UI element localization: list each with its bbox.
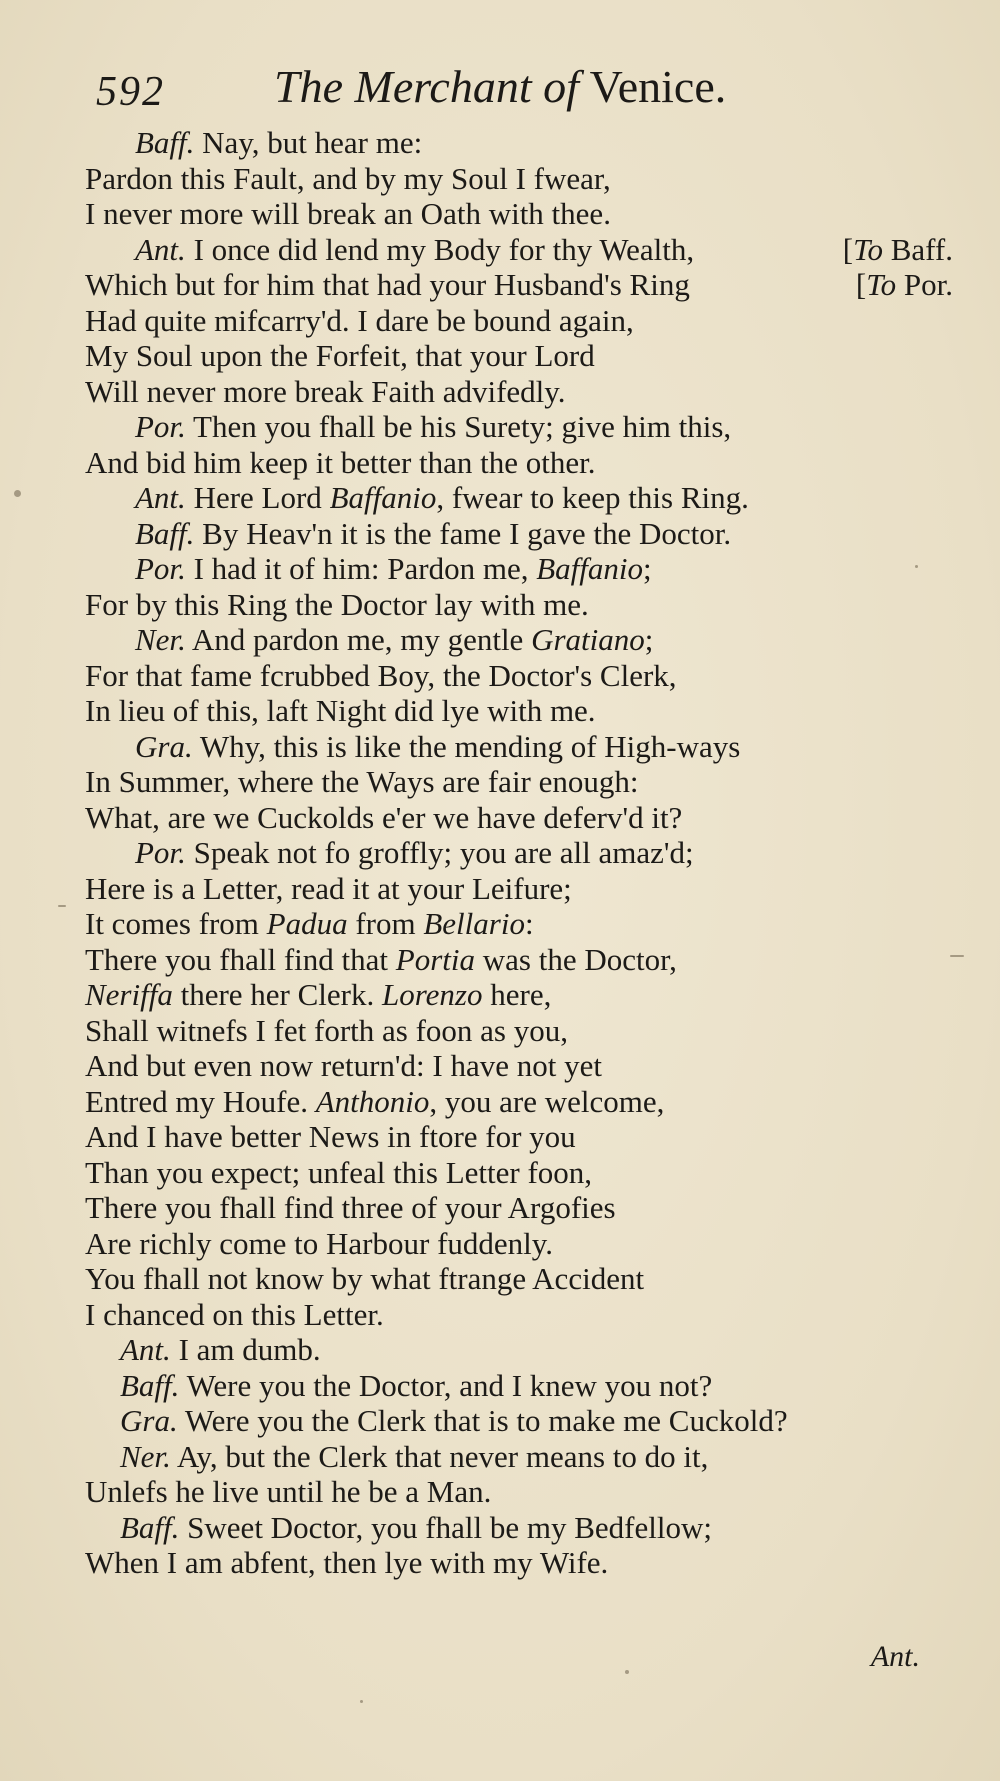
catchword: Ant.	[870, 1640, 920, 1673]
title-prefix: The Merchant	[274, 61, 532, 112]
line-text: Sweet Doctor, you fhall be my Bedfellow;	[179, 1509, 712, 1545]
title-suffix: Venice.	[589, 61, 727, 112]
text-line	[85, 374, 965, 410]
line-text: Than you expect; unfeal this Letter foon,	[85, 1154, 593, 1190]
stage-direction: [To Por.	[855, 267, 953, 302]
paper-speck	[360, 1700, 363, 1703]
speaker-name: Baff.	[120, 1509, 180, 1545]
page-header	[96, 60, 956, 120]
text-line	[85, 1013, 965, 1049]
speaker-name: Gra.	[120, 1403, 178, 1438]
line-text: I once did lend my Body for thy Wealth,	[185, 231, 695, 267]
text-line: Ant. Here Lord Baffanio, fwear to keep this Ring.	[135, 480, 749, 515]
line-text: Why, this is like the mending of High-ways	[192, 728, 741, 764]
paper-speck	[915, 565, 918, 568]
line-text: In Summer, where the Ways are fair enough:	[85, 764, 639, 799]
speaker-name: Baff.	[120, 1367, 180, 1403]
line-text: I never more will break an Oath with thee.	[85, 196, 611, 231]
text-line	[85, 1119, 965, 1155]
text-line	[85, 338, 965, 374]
line-text: My Soul upon the Forfeit, that your Lord	[85, 338, 595, 373]
text-line	[85, 835, 965, 871]
line-text: Which but for him that had your Husband's Ring	[85, 267, 690, 302]
stage-direction: [To Baff.	[842, 231, 953, 267]
line-text: Were you the Doctor, and I knew you not?	[179, 1367, 713, 1403]
paper-speck	[58, 905, 66, 907]
text-line	[85, 445, 965, 481]
text-line: There you fhall find that Portia was the Doctor,	[85, 941, 677, 977]
text-line	[85, 303, 965, 339]
line-text: Unlefs he live until he be a Man.	[85, 1474, 492, 1509]
line-text: And but even now return'd: I have not yet	[85, 1048, 602, 1083]
running-title	[274, 60, 726, 113]
text-line	[85, 764, 965, 800]
line-text: And I have better News in ftore for you	[85, 1119, 576, 1154]
character-name: Baffanio	[329, 480, 437, 515]
paper-speck	[14, 490, 21, 497]
text-line: Neriffa there her Clerk. Lorenzo here,	[85, 977, 552, 1012]
character-name: Lorenzo	[382, 977, 483, 1012]
text-line	[85, 1190, 965, 1226]
text-line	[85, 587, 965, 623]
character-name: Anthonio	[315, 1083, 430, 1119]
text-line	[85, 693, 965, 729]
line-text: For by this Ring the Doctor lay with me.	[85, 586, 589, 622]
text-line	[85, 1261, 965, 1297]
character-name: Bellario	[423, 906, 525, 941]
character-name: Gratiano	[531, 622, 645, 657]
text-line	[85, 1474, 965, 1510]
text-line: It comes from Padua from Bellario:	[85, 906, 534, 941]
text-line	[85, 1439, 965, 1475]
speaker-name: Baff.	[135, 515, 195, 551]
line-text: What, are we Cuckolds e'er we have deferv'd it?	[85, 799, 683, 835]
line-text: Shall witnefs I fet forth as foon as you,	[85, 1012, 568, 1048]
line-text: Ay, but the Clerk that never means to do it,	[170, 1438, 709, 1474]
text-line	[85, 161, 965, 197]
text-line	[85, 800, 965, 836]
text-line	[85, 125, 965, 161]
line-text: Here is a Letter, read it at your Leifure;	[85, 870, 572, 906]
text-line	[85, 1545, 965, 1581]
page-number: 592	[96, 69, 165, 115]
line-text: I am dumb.	[170, 1332, 321, 1367]
line-text: Will never more break Faith advifedly.	[85, 373, 566, 409]
character-name: Portia	[395, 941, 475, 977]
text-line	[85, 267, 965, 303]
place-name: Padua	[266, 906, 348, 941]
line-text: For that fame fcrubbed Boy, the Doctor's Clerk,	[85, 657, 677, 693]
line-text: By Heav'n it is the fame I gave the Doctor.	[194, 515, 732, 551]
paper-speck	[950, 955, 964, 957]
speaker-name: Ner.	[120, 1438, 171, 1474]
paper-speck	[625, 1670, 629, 1674]
speaker-name: Ant.	[135, 480, 186, 515]
line-text: I chanced on this Letter.	[85, 1296, 384, 1332]
line-text: In lieu of this, laft Night did lye with me.	[85, 693, 596, 728]
character-name: Neriffa	[85, 977, 173, 1012]
line-text: There you fhall find three of your Argofies	[85, 1190, 616, 1225]
line-text: Are richly come to Harbour fuddenly.	[85, 1225, 553, 1261]
text-line	[85, 1368, 965, 1404]
speaker-name: Ant.	[120, 1332, 171, 1367]
text-line	[85, 1297, 965, 1333]
speaker-name: Baff.	[135, 125, 195, 160]
line-text: And bid him keep it better than the other.	[85, 444, 596, 480]
text-line	[85, 871, 965, 907]
line-text: Nay, but hear me:	[194, 125, 423, 160]
text-line: Por. I had it of him: Pardon me, Baffanio;	[135, 551, 652, 586]
text-line	[85, 516, 965, 552]
text-line: Ner. And pardon me, my gentle Gratiano;	[135, 622, 654, 657]
text-line	[85, 1155, 965, 1191]
speaker-name: Gra.	[135, 728, 193, 764]
text-line	[85, 729, 965, 765]
text-line	[85, 196, 965, 232]
line-text: When I am abfent, then lye with my Wife.	[85, 1545, 609, 1580]
character-name: Baffanio	[536, 551, 644, 586]
speaker-name: Ant.	[135, 231, 186, 267]
line-text: Speak not fo groffly; you are all amaz'd;	[185, 835, 694, 870]
text-line	[85, 658, 965, 694]
title-of: of	[543, 61, 579, 112]
text-line	[85, 232, 965, 268]
speaker-name: Por.	[135, 835, 186, 870]
text-line	[85, 409, 965, 445]
text-line	[85, 1332, 965, 1368]
line-text: Were you the Clerk that is to make me Cuckold?	[177, 1403, 788, 1438]
speaker-name: Por.	[135, 409, 186, 444]
text-line	[85, 1403, 965, 1439]
speaker-name: Ner.	[135, 622, 186, 657]
text-line	[85, 1048, 965, 1084]
line-text: You fhall not know by what ftrange Accident	[85, 1261, 645, 1296]
line-text: Had quite mifcarry'd. I dare be bound again,	[85, 302, 634, 338]
text-line	[85, 1510, 965, 1546]
text-line: Entred my Houfe. Anthonio, you are welcome,	[85, 1083, 665, 1119]
line-text: Pardon this Fault, and by my Soul I fwear,	[85, 160, 611, 196]
text-line	[85, 1226, 965, 1262]
line-text: Then you fhall be his Surety; give him this,	[185, 409, 732, 444]
play-text	[85, 125, 965, 1581]
speaker-name: Por.	[135, 551, 186, 586]
